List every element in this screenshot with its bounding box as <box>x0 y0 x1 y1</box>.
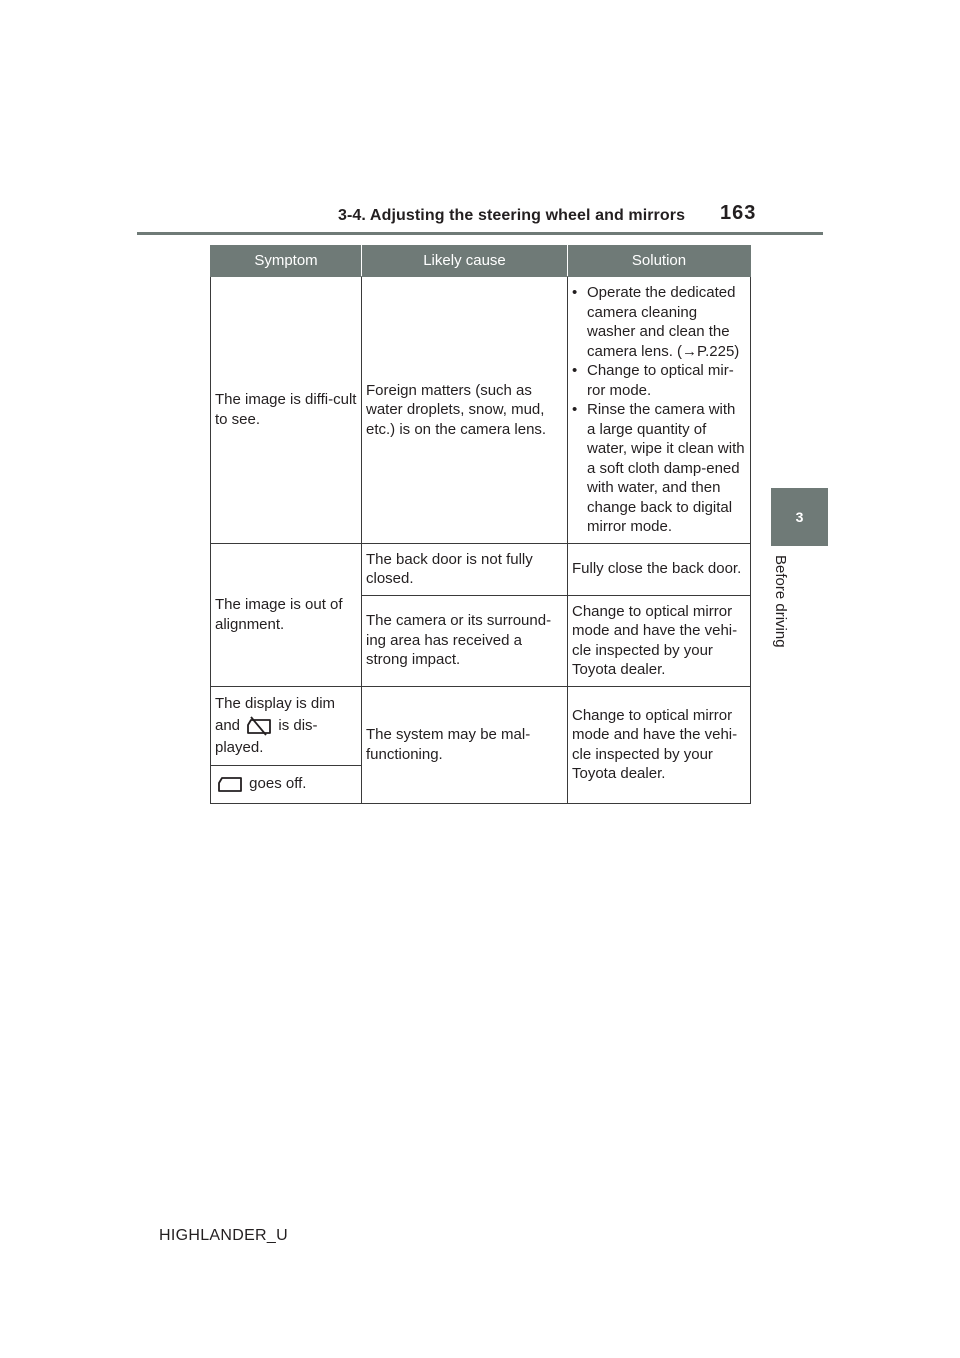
solution-item: • Rinse the camera with a large quantity of water, wipe it clean with a soft cloth damp-ened with water, and then change back to digital mirror mode. <box>572 400 746 537</box>
troubleshooting-table <box>210 245 751 804</box>
column-header-solution: Solution <box>568 246 751 277</box>
digital-mirror-icon <box>215 774 245 794</box>
cause-cell <box>362 595 568 686</box>
column-header-likely-cause: Likely cause <box>362 246 568 277</box>
solution-item: • Change to optical mir-ror mode. <box>572 361 746 400</box>
symptom-line: The display is dim <box>215 694 336 712</box>
cause-text: The system may be mal-functioning. <box>366 726 531 763</box>
solution-cell <box>568 543 751 595</box>
symptom-line <box>215 715 357 737</box>
solution-cell <box>568 595 751 686</box>
table-row <box>211 543 751 595</box>
chapter-tab[interactable] <box>771 488 828 546</box>
symptom-text: The image is diffi-cult to see. <box>215 391 357 428</box>
cause-cell <box>362 277 568 544</box>
table-row <box>211 686 751 765</box>
cause-text: The back door is not fully closed. <box>366 550 533 587</box>
symptom-text: is dis- <box>278 716 318 734</box>
column-header-symptom: Symptom <box>211 246 362 277</box>
symptom-cell <box>211 686 362 765</box>
solution-item: • Operate the dedicated camera cleaning washer and clean the camera lens. (→P.225) <box>572 283 746 361</box>
solution-text: Change to optical mirror mode and have the vehi-cle inspected by your Toyota dealer. <box>572 602 738 678</box>
table-header-row <box>211 246 751 277</box>
header-rule <box>137 232 823 235</box>
symptom-cell <box>211 765 362 803</box>
section-title: 3-4. Adjusting the steering wheel and mirrors <box>338 207 686 224</box>
cause-text: Foreign matters (such as water droplets, snow, mud, etc.) is on the camera lens. <box>366 381 547 438</box>
table-row <box>211 277 751 544</box>
footer-model: HIGHLANDER_U <box>159 1227 288 1244</box>
solution-cell <box>568 277 751 544</box>
symptom-text: goes off. <box>249 774 307 792</box>
solution-list <box>572 283 746 537</box>
solution-cell <box>568 686 751 803</box>
symptom-line: played. <box>215 738 264 756</box>
cause-cell <box>362 686 568 803</box>
page-number: 163 <box>720 202 757 224</box>
symptom-text: and <box>215 716 241 734</box>
cause-cell <box>362 543 568 595</box>
chapter-label: Before driving <box>772 555 789 648</box>
symptom-text: The image is out of alignment. <box>215 596 343 633</box>
symptom-cell <box>211 277 362 544</box>
symptom-cell <box>211 543 362 686</box>
solution-text: Change to optical mirror mode and have the vehi-cle inspected by your Toyota dealer. <box>572 706 738 782</box>
cause-text: The camera or its surround-ing area has received a strong impact. <box>366 612 552 669</box>
solution-text: Fully close the back door. <box>572 560 742 578</box>
digital-mirror-slashed-icon <box>244 716 274 736</box>
chapter-number: 3 <box>795 509 804 525</box>
